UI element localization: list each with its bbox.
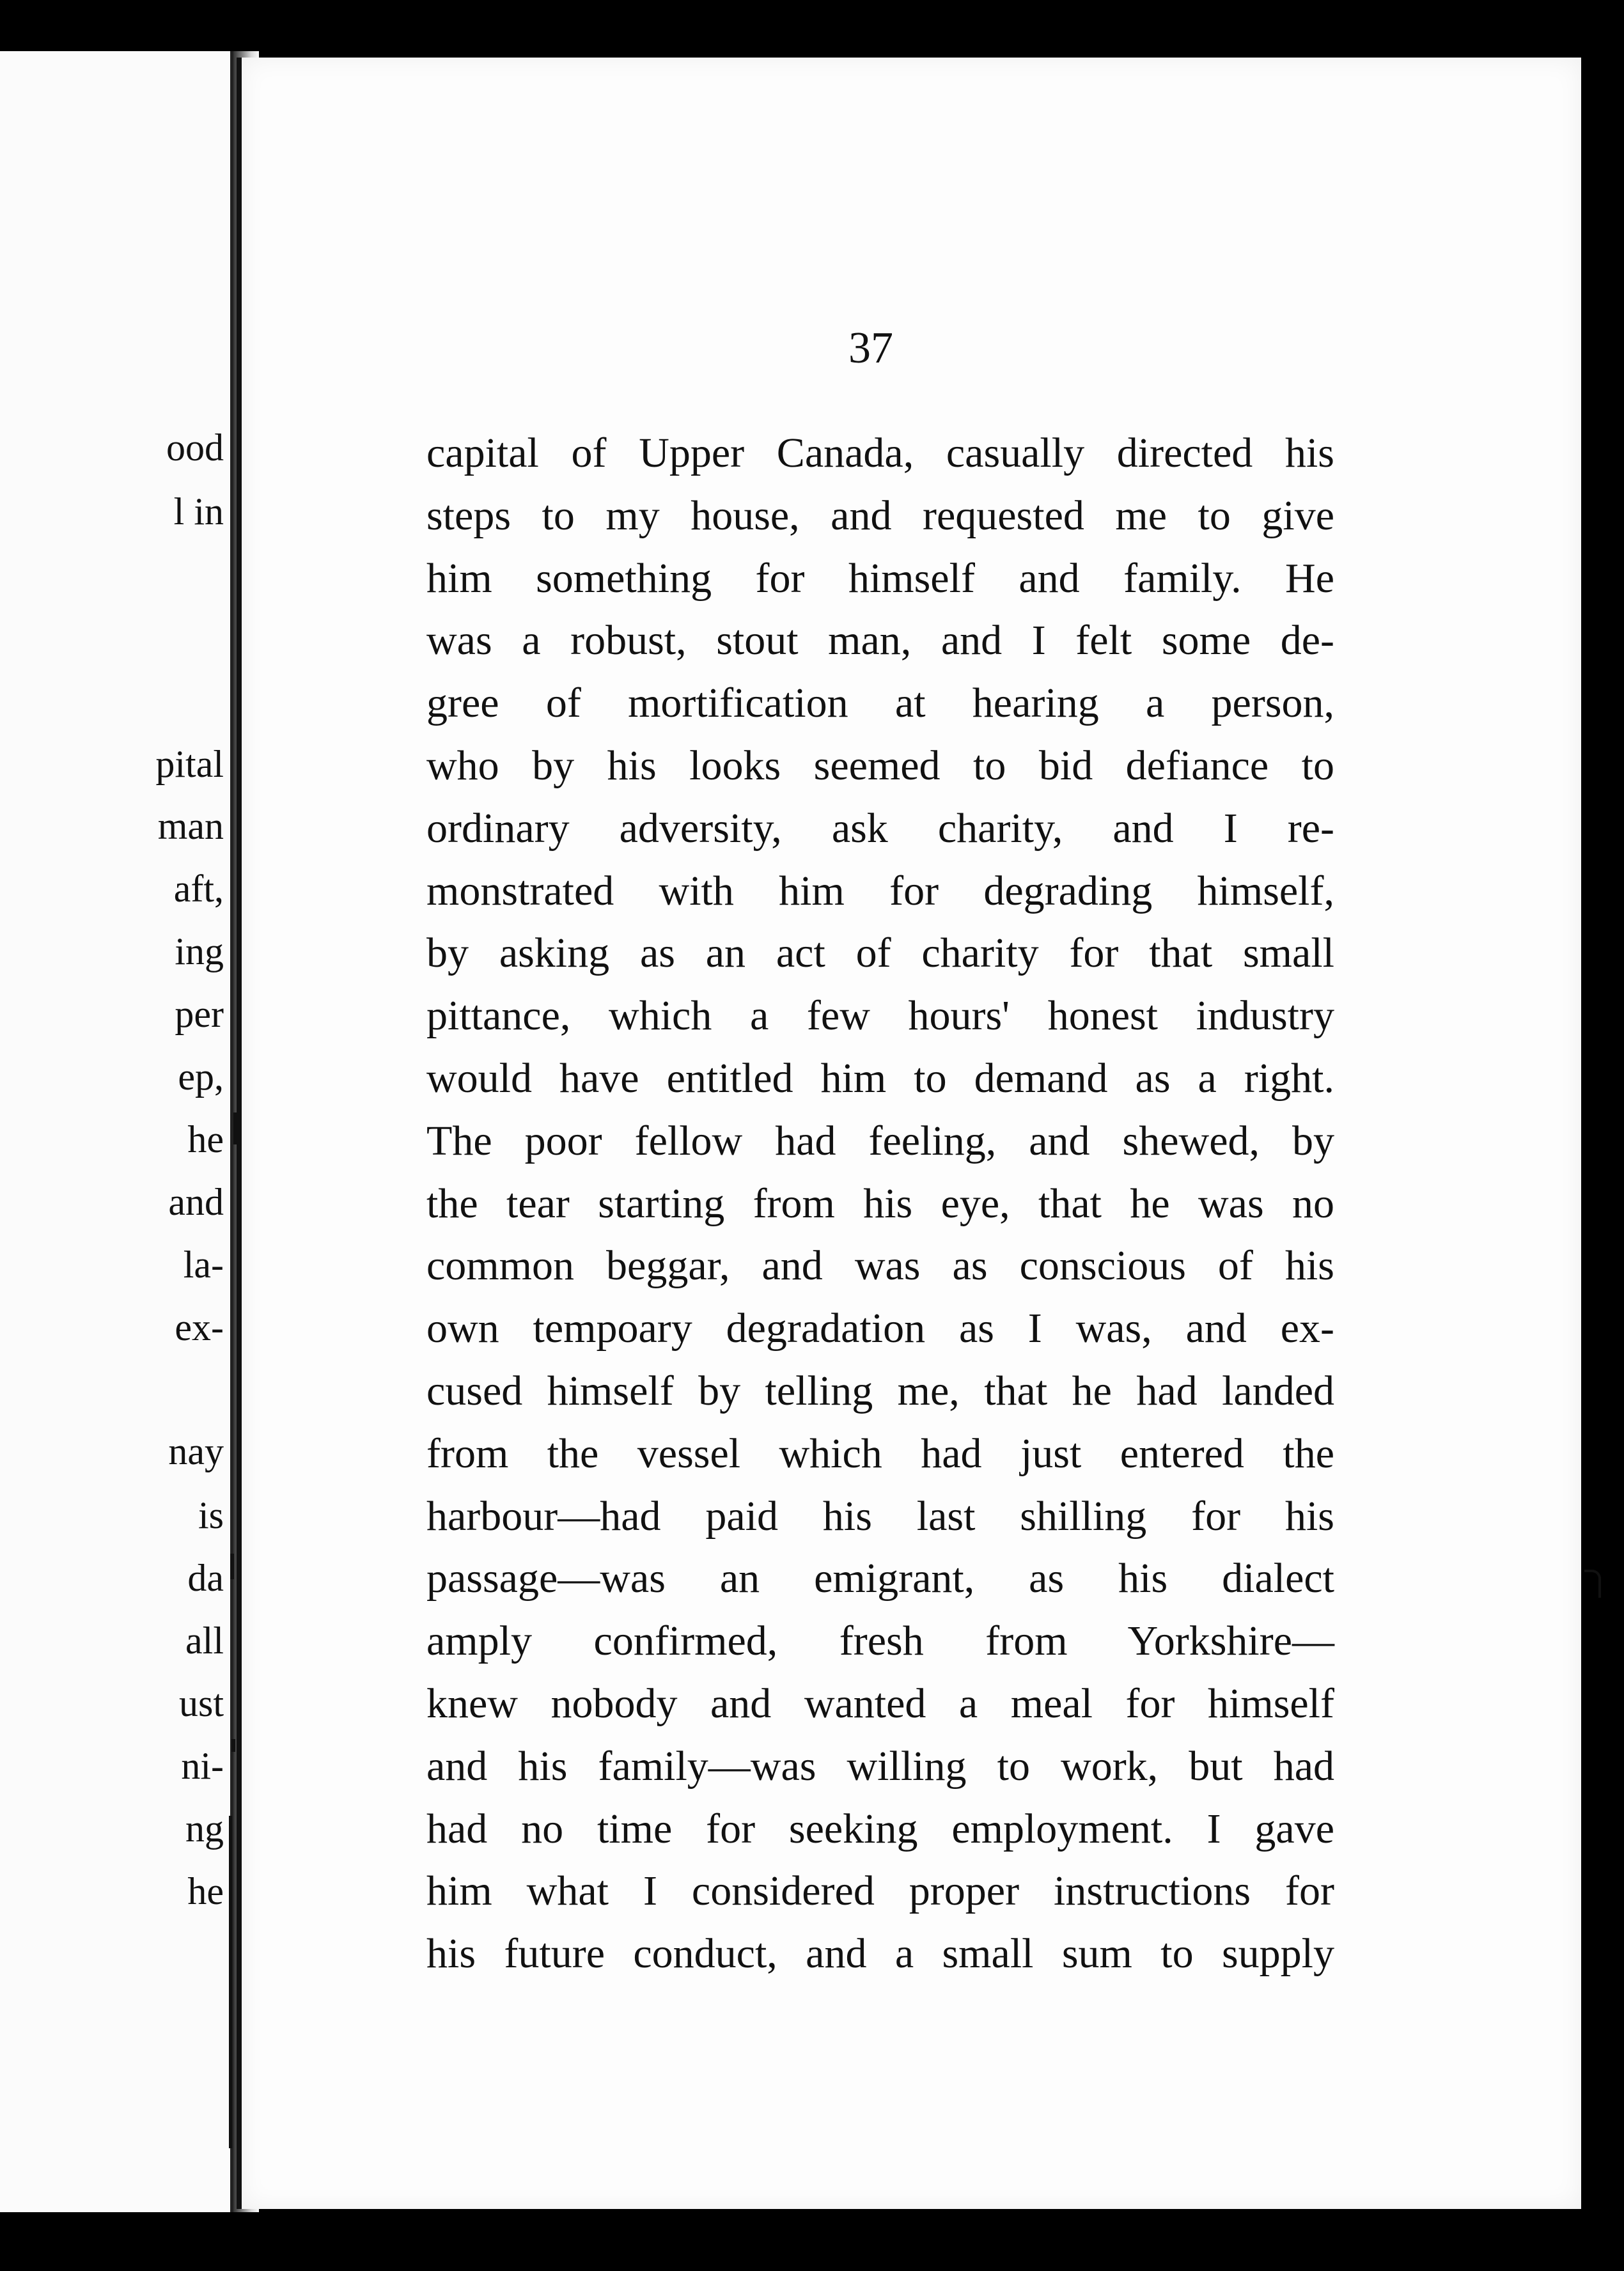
text-line: the tear starting from his eye, that he was no (426, 1180, 1334, 1227)
left-page-line: he (187, 1118, 224, 1160)
margin-mark (233, 1112, 237, 1144)
margin-mark (230, 1554, 234, 1579)
left-page-line: pital (155, 743, 224, 785)
left-page-line: nay (168, 1430, 224, 1472)
text-line: The poor fellow had feeling, and shewed, by (426, 1117, 1334, 1164)
text-line: passage—was an emigrant, as his dialect (426, 1555, 1334, 1602)
left-page-line: man (157, 805, 224, 847)
text-line: was a robust, stout man, and I felt some de- (426, 617, 1334, 664)
left-page-line: ex- (175, 1306, 224, 1348)
left-page-line: ni- (181, 1745, 224, 1787)
left-page-line: he (187, 1870, 224, 1912)
left-page-line: and (168, 1181, 224, 1223)
left-page-line: aft, (173, 868, 224, 910)
left-page-line: l in (173, 490, 224, 533)
left-page-line: da (187, 1557, 224, 1599)
left-page-line: ep, (178, 1056, 224, 1098)
text-line: steps to my house, and requested me to give (426, 492, 1334, 539)
text-line: gree of mortification at hearing a person, (426, 680, 1334, 727)
left-page (0, 51, 233, 2212)
text-line: him what I considered proper instructions for (426, 1868, 1334, 1915)
left-page-line: ood (166, 426, 224, 469)
left-page-line: la- (183, 1244, 224, 1286)
text-line: his future conduct, and a small sum to supply (426, 1930, 1334, 1978)
text-line: pittance, which a few hours' honest industry (426, 992, 1334, 1040)
text-line: amply confirmed, fresh from Yorkshire— (426, 1618, 1334, 1665)
page-number: 37 (848, 324, 893, 373)
text-line: had no time for seeking employment. I gave (426, 1805, 1334, 1852)
left-page-line: per (175, 993, 224, 1035)
text-line: who by his looks seemed to bid defiance to (426, 742, 1334, 789)
text-line: from the vessel which had just entered the (426, 1430, 1334, 1477)
text-line: him something for himself and family. He (426, 554, 1334, 602)
text-line: monstrated with him for degrading himself, (426, 867, 1334, 914)
text-line: cused himself by telling me, that he had landed (426, 1367, 1334, 1414)
text-line: ordinary adversity, ask charity, and I re- (426, 804, 1334, 852)
text-line: harbour—had paid his last shilling for his (426, 1492, 1334, 1540)
text-line: capital of Upper Canada, casually directed his (426, 430, 1334, 476)
text-line: common beggar, and was as conscious of his (426, 1242, 1334, 1290)
text-line: would have entitled him to demand as a right. (426, 1054, 1334, 1102)
bracket-mark (1584, 1570, 1601, 1598)
text-line: and his family—was willing to work, but had (426, 1742, 1334, 1790)
text-line: by asking as an act of charity for that small (426, 930, 1334, 977)
margin-mark (231, 1739, 235, 1752)
left-page-line: is (198, 1494, 224, 1536)
left-page-line: ng (185, 1807, 224, 1850)
margin-mark (229, 1816, 232, 2148)
left-page-line: ing (175, 930, 224, 972)
left-page-line: ust (178, 1682, 224, 1724)
text-line: own tempoary degradation as I was, and ex- (426, 1305, 1334, 1352)
text-line: knew nobody and wanted a meal for himself (426, 1680, 1334, 1727)
left-page-line: all (185, 1619, 224, 1662)
body-text (426, 422, 1334, 1985)
